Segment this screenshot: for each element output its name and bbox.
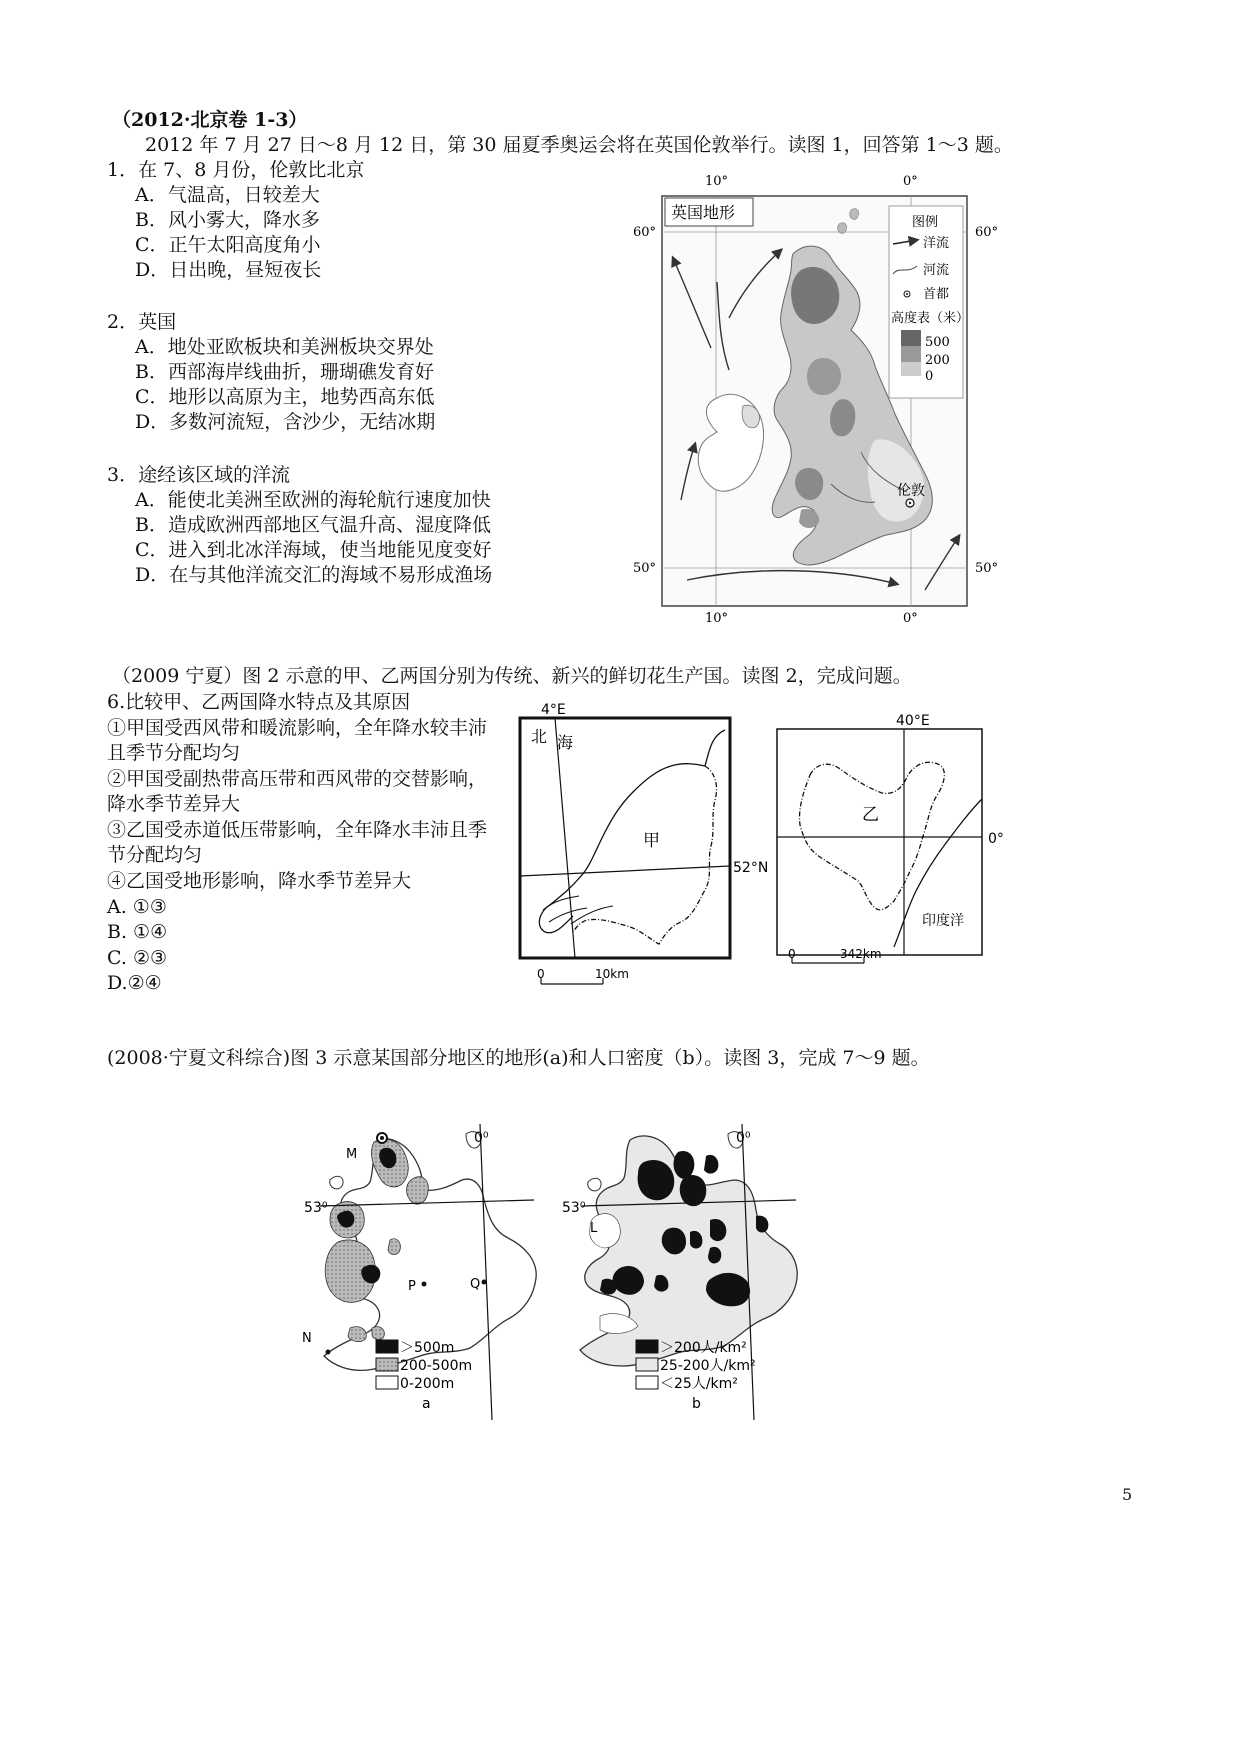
question-2-option-c: C．地形以高原为主，地势西高东低 (135, 386, 435, 408)
page-number: 5 (1122, 1485, 1133, 1504)
statement-line: ②甲国受副热带高压带和西风带的交替影响， (107, 768, 488, 790)
legend-river-label: 河流 (923, 263, 950, 278)
legend-a-0-200: 0-200m (400, 1376, 455, 1392)
scale-10km: 10km (595, 967, 629, 981)
lon-label-bottom-0: 0° (903, 611, 918, 626)
uk-terrain-map (625, 170, 1045, 630)
question-6-option-c: C. ②③ (107, 947, 168, 969)
point-q-label: Q (470, 1277, 481, 1292)
statement-line: ①甲国受西风带和暖流影响，全年降水较丰沛 (107, 717, 488, 739)
legend-height-500: 500 (925, 335, 950, 350)
map-a-caption: a (422, 1396, 431, 1412)
lon-label-4e: 4°E (541, 702, 566, 718)
sea-label-char2: 海 (557, 733, 574, 752)
lon-label-top-0: 0° (903, 174, 918, 189)
lat-label-left-60: 60° (633, 225, 657, 240)
question-3-option-d: D．在与其他洋流交汇的海域不易形成渔场 (135, 564, 493, 586)
lon-label-top-10: 10° (705, 174, 729, 189)
question-3-option-b: B．造成欧洲西部地区气温升高、湿度降低 (135, 514, 491, 536)
point-m-label: M (346, 1147, 358, 1162)
country-jia-map (515, 700, 769, 990)
question-1-option-c: C．正午太阳高度角小 (135, 234, 321, 256)
section1-header: （2012·北京卷 1-3） (112, 109, 308, 131)
legend-b-above-200: ＞200人/km² (660, 1340, 747, 1356)
section1-intro: 2012 年 7 月 27 日～8 月 12 日，第 30 届夏季奥运会将在英国伦敦举行。读图 1，回答第 1～3 题。 (145, 134, 1013, 156)
lon-label-0: 0⁰ (474, 1130, 489, 1146)
lat-label-left-50: 50° (633, 561, 657, 576)
question-2-option-d: D．多数河流短，含沙少，无结冰期 (135, 411, 436, 433)
point-l-label: L (590, 1221, 598, 1236)
lon-label-bottom-10: 10° (705, 611, 729, 626)
point-p-label: P (408, 1279, 416, 1294)
country-yi-map (770, 715, 1015, 975)
statement-line: 降水季节差异大 (107, 793, 241, 815)
question-1-stem: 1．在 7、8 月份，伦敦比北京 (107, 159, 365, 181)
question-6-option-d: D.②④ (107, 972, 162, 994)
statement-line: ③乙国受赤道低压带影响，全年降水丰沛且季 (107, 819, 488, 841)
legend-a-200-500: 200-500m (400, 1358, 473, 1374)
legend-b-25-200: 25-200人/km² (660, 1358, 756, 1374)
lat-label-right-60: 60° (975, 225, 999, 240)
section2-header: （2009 宁夏）图 2 示意的甲、乙两国分别为传统、新兴的鲜切花生产国。读图 2，完成问题。 (112, 665, 912, 687)
terrain-map-a (298, 1120, 558, 1420)
lon-label-0: 0⁰ (736, 1130, 751, 1146)
point-n-label: N (302, 1331, 312, 1346)
legend-title: 图例 (912, 215, 939, 230)
legend-height-title: 高度表（米） (891, 311, 970, 326)
lat-label-right-50: 50° (975, 561, 999, 576)
legend-b-below-25: ＜25人/km² (660, 1376, 738, 1392)
question-6-stem: 6.比较甲、乙两国降水特点及其原因 (107, 691, 411, 713)
statement-line: 节分配均匀 (107, 844, 203, 866)
sea-label-char1: 北 (531, 727, 548, 746)
question-3-stem: 3．途经该区域的洋流 (107, 464, 291, 486)
lon-label-40e: 40°E (896, 713, 930, 729)
statement-line: 且季节分配均匀 (107, 742, 241, 764)
country-yi-label: 乙 (862, 805, 879, 825)
scale-zero: 0 (537, 967, 545, 981)
map-b-caption: b (692, 1396, 701, 1412)
ocean-label: 印度洋 (922, 913, 964, 929)
question-3-option-a: A．能使北美洲至欧洲的海轮航行速度加快 (135, 489, 491, 511)
question-1-option-a: A．气温高，日较差大 (135, 184, 320, 206)
question-6-option-b: B. ①④ (107, 921, 168, 943)
section3-header: (2008·宁夏文科综合)图 3 示意某国部分地区的地形(a)和人口密度（b）。读图 3，完成 7～9 题。 (107, 1047, 930, 1069)
question-6-option-a: A. ①③ (107, 896, 167, 918)
question-2-stem: 2．英国 (107, 311, 177, 333)
population-map-b (560, 1120, 820, 1420)
map-title: 英国地形 (671, 203, 736, 222)
lat-label-53: 53⁰ (304, 1200, 328, 1216)
question-3-option-c: C．进入到北冰洋海域，使当地能见度变好 (135, 539, 492, 561)
country-jia-label: 甲 (643, 831, 660, 851)
legend-height-0: 0 (925, 369, 934, 384)
scale-342km: 342km (840, 947, 882, 961)
legend-current-label: 洋流 (923, 236, 950, 251)
question-2-option-b: B．西部海岸线曲折，珊瑚礁发育好 (135, 361, 434, 383)
london-label: 伦敦 (897, 483, 925, 499)
lat-label-52n: 52°N (733, 860, 769, 876)
question-1-option-b: B．风小雾大，降水多 (135, 209, 320, 231)
question-1-option-d: D．日出晚，昼短夜长 (135, 259, 322, 281)
legend-capital-label: 首都 (923, 287, 950, 302)
lat-label-53: 53⁰ (562, 1200, 586, 1216)
legend-a-above-500: ＞500m (400, 1340, 455, 1356)
question-2-option-a: A．地处亚欧板块和美洲板块交界处 (135, 336, 434, 358)
statement-line: ④乙国受地形影响，降水季节差异大 (107, 870, 412, 892)
lat-label-0: 0° (988, 831, 1004, 847)
scale-zero: 0 (788, 947, 796, 961)
legend-height-200: 200 (925, 353, 950, 368)
